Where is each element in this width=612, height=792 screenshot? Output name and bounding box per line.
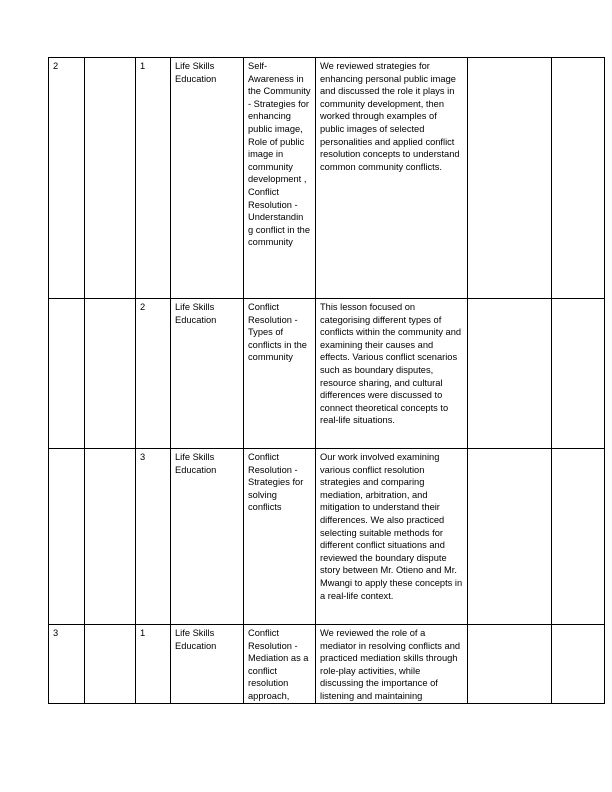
summary-cell: Our work involved examining various conflict resolution strategies and comparing mediation, arbitration, and mitigation to understand their differences. We also practiced selecting suitable methods for different conflict situations and reviewed the boundary dispute story between Mr. Otieno and Mr. Mwangi to apply these concepts in a real-life context. <box>316 449 468 625</box>
table-row <box>49 625 605 704</box>
empty-cell <box>468 625 552 704</box>
table-row <box>49 299 605 449</box>
topic-cell: Self-Awareness in the Community - Strategies for enhancing public image, Role of public image in community development , Conflict Resolution - Understandin g conflict in the community <box>244 58 316 299</box>
empty-cell <box>85 299 136 449</box>
lesson-cell: 1 <box>136 58 171 299</box>
empty-cell <box>468 449 552 625</box>
empty-cell <box>85 449 136 625</box>
summary-cell: This lesson focused on categorising different types of conflicts within the community and examining their causes and effects. Various conflict scenarios such as boundary disputes, resource sharing, and cultural differences were discussed to connect theoretical concepts to real-life situations. <box>316 299 468 449</box>
empty-cell <box>85 625 136 704</box>
lesson-cell: 3 <box>136 449 171 625</box>
lesson-cell: 2 <box>136 299 171 449</box>
empty-cell <box>552 449 605 625</box>
topic-cell: Conflict Resolution - Strategies for solving conflicts <box>244 449 316 625</box>
subject-cell: Life Skills Education <box>171 625 244 704</box>
lesson-record-table <box>48 57 605 704</box>
empty-cell <box>552 58 605 299</box>
table-row <box>49 58 605 299</box>
empty-cell <box>552 625 605 704</box>
lesson-cell: 1 <box>136 625 171 704</box>
empty-cell <box>468 299 552 449</box>
empty-cell <box>85 58 136 299</box>
topic-cell: Conflict Resolution - Mediation as a conflict resolution approach, <box>244 625 316 704</box>
subject-cell: Life Skills Education <box>171 299 244 449</box>
empty-cell <box>468 58 552 299</box>
topic-cell: Conflict Resolution - Types of conflicts in the community <box>244 299 316 449</box>
week-cell <box>49 449 85 625</box>
summary-cell: We reviewed strategies for enhancing personal public image and discussed the role it plays in community development, then worked through examples of public images of selected personalities and applied conflict resolution concepts to understand common community conflicts. <box>316 58 468 299</box>
subject-cell: Life Skills Education <box>171 58 244 299</box>
empty-cell <box>552 299 605 449</box>
summary-cell: We reviewed the role of a mediator in resolving conflicts and practiced mediation skills through role-play activities, while discussing the importance of listening and maintaining <box>316 625 468 704</box>
table-row <box>49 449 605 625</box>
week-cell: 3 <box>49 625 85 704</box>
subject-cell: Life Skills Education <box>171 449 244 625</box>
week-cell: 2 <box>49 58 85 299</box>
week-cell <box>49 299 85 449</box>
